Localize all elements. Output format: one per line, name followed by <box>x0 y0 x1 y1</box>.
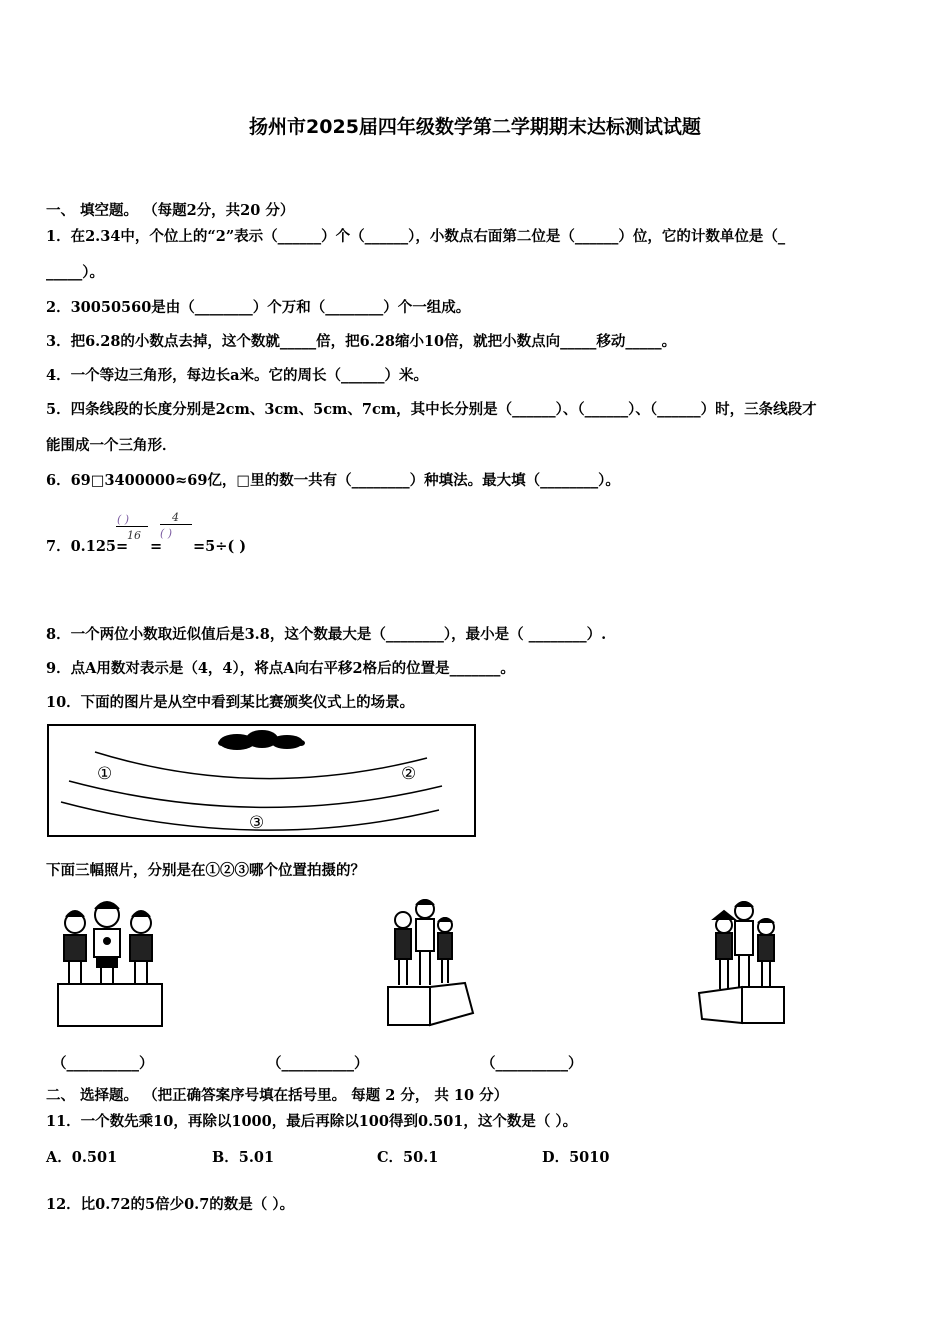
question-11-option-b: B．5.01 <box>212 1149 275 1166</box>
question-10: 10．下面的图片是从空中看到某比赛颁奖仪式上的场景。 <box>46 694 415 711</box>
question-1-line-1: 1．在2.34中，个位上的“2”表示（______）个（______），小数点右面第二位是（______）位，它的计数单位是（_ <box>46 228 786 245</box>
question-12: 12．比0.72的5倍少0.7的数是（ ）。 <box>46 1196 295 1213</box>
question-10-subprompt: 下面三幅照片，分别是在①②③哪个位置拍摄的？ <box>46 862 365 879</box>
question-7-fraction-1-bar <box>116 526 148 527</box>
caption-photo-3: （__________） <box>481 1055 583 1072</box>
photo-side-view-left <box>385 895 477 1030</box>
figure-label-1: ① <box>97 764 113 784</box>
question-7-fraction-2-bar <box>160 524 192 525</box>
photo-side-view-right <box>696 895 788 1030</box>
page-title: 扬州市2025届四年级数学第二学期期末达标测试试题 <box>249 116 701 138</box>
podium-box <box>58 984 162 1026</box>
question-11: 11．一个数先乘10，再除以1000，最后再除以100得到0.501，这个数是（ ）。 <box>46 1113 578 1130</box>
question-7-fraction-1-numerator: ( ) <box>117 513 130 526</box>
question-7-fraction-2-numerator: 4 <box>172 511 179 524</box>
photo-front-view <box>55 895 167 1030</box>
question-11-option-c: C．50.1 <box>377 1149 439 1166</box>
question-7-equals: = <box>150 538 163 555</box>
podium-box-front <box>742 987 784 1023</box>
caption-photo-1: （__________） <box>52 1055 154 1072</box>
question-7-suffix: =5÷( ) <box>193 538 247 555</box>
question-5-line-2: 能围成一个三角形． <box>46 437 177 454</box>
question-3: 3．把6.28的小数点去掉，这个数就_____倍，把6.28缩小10倍，就把小数点向_____移动_____。 <box>46 333 677 350</box>
award-ceremony-aerial-figure <box>47 724 477 838</box>
podium-box-front <box>388 987 430 1025</box>
question-7-prefix: 7．0.125= <box>46 538 129 555</box>
section-heading-fill-in: 一、 填空题。 （每题2分，共20 分） <box>46 202 295 219</box>
question-8: 8．一个两位小数取近似值后是3.8，这个数最大是（________），最小是（ ________）. <box>46 626 607 643</box>
caption-photo-2: （__________） <box>267 1055 369 1072</box>
figure-label-3: ③ <box>249 813 265 833</box>
question-2: 2．30050560是由（________）个万和（________）个一组成。 <box>46 299 471 316</box>
question-7-fraction-1-denominator: 16 <box>127 529 141 542</box>
figure-label-2: ② <box>401 764 417 784</box>
question-9: 9．点A用数对表示是（4，4），将点A向右平移2格后的位置是_______。 <box>46 660 515 677</box>
question-11-option-d: D．5010 <box>542 1149 610 1166</box>
question-6: 6．69□3400000≈69亿，□里的数一共有（________）种填法。最大填（________）。 <box>46 472 620 489</box>
question-4: 4．一个等边三角形，每边长a米。它的周长（______）米。 <box>46 367 428 384</box>
podium-box-side <box>699 987 742 1023</box>
question-1-line-2: _____）。 <box>46 264 104 281</box>
podium-box-side <box>430 983 473 1025</box>
question-5-line-1: 5．四条线段的长度分别是2cm、3cm、5cm、7cm，其中长分别是（______）、（______）、（______）时，三条线段才 <box>46 401 817 418</box>
question-11-option-a: A．0.501 <box>46 1149 118 1166</box>
section-heading-multiple-choice: 二、 选择题。 （把正确答案序号填在括号里。 每题 2 分， 共 10 分） <box>46 1087 509 1104</box>
question-7-fraction-2-denominator: ( ) <box>160 527 173 540</box>
